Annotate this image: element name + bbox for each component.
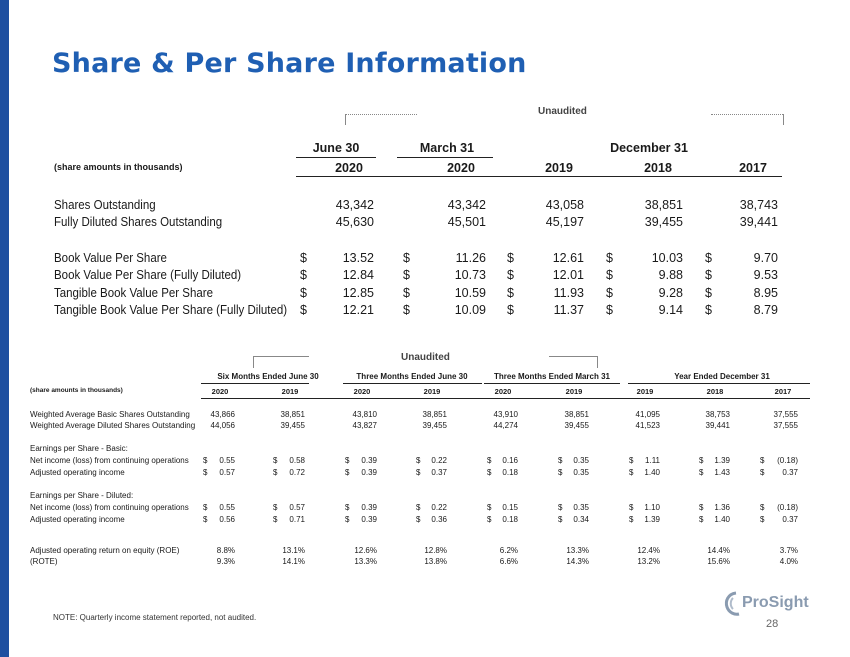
value-cell: 0.37 — [782, 468, 798, 477]
dollar-sign: $ — [760, 503, 765, 512]
table2-row — [30, 514, 820, 525]
value-cell: 12.85 — [342, 286, 374, 300]
page-number: 28 — [766, 618, 779, 630]
table1-year-header: 2019 — [545, 161, 573, 175]
prosight-logo — [722, 589, 817, 619]
table2-group-header: Six Months Ended June 30 — [217, 372, 319, 381]
value-cell: 0.35 — [573, 468, 589, 477]
dollar-sign: $ — [273, 456, 278, 465]
dollar-sign: $ — [606, 251, 613, 265]
row-label: Adjusted operating income — [30, 515, 125, 524]
dollar-sign: $ — [629, 503, 634, 512]
dollar-sign: $ — [403, 251, 410, 265]
row-label: Book Value Per Share — [54, 251, 167, 265]
value-cell: 13.3% — [566, 546, 589, 555]
dollar-sign: $ — [507, 286, 514, 300]
table2-units-note: (share amounts in thousands) — [30, 387, 123, 394]
dollar-sign: $ — [705, 268, 712, 282]
dollar-sign: $ — [345, 456, 350, 465]
row-label: Tangible Book Value Per Share — [54, 286, 213, 300]
value-cell: 12.61 — [552, 251, 584, 265]
value-cell: 12.01 — [552, 268, 584, 282]
table1-row — [54, 213, 794, 231]
value-cell: 38,851 — [644, 198, 683, 212]
unaudited-bracket-left-tick — [345, 114, 346, 125]
table2-year-header: 2020 — [211, 387, 229, 396]
value-cell: 11.93 — [553, 286, 584, 300]
value-cell: 14.3% — [566, 557, 589, 566]
value-cell: 11.37 — [553, 303, 584, 317]
value-cell: 0.36 — [431, 515, 447, 524]
table1-unaudited-label: Unaudited — [538, 106, 587, 117]
table2-row — [30, 455, 820, 466]
value-cell: 0.71 — [289, 515, 305, 524]
dollar-sign: $ — [487, 515, 492, 524]
value-cell: 9.3% — [216, 557, 235, 566]
value-cell: 44,056 — [210, 421, 235, 430]
dollar-sign: $ — [699, 503, 704, 512]
value-cell: 13.3% — [354, 557, 377, 566]
value-cell: 15.6% — [707, 557, 730, 566]
value-cell: 0.58 — [289, 456, 305, 465]
value-cell: 43,058 — [545, 198, 584, 212]
footnote: NOTE: Quarterly income statement reported, not audited. — [53, 613, 257, 622]
value-cell: 9.88 — [658, 268, 683, 282]
dollar-sign: $ — [416, 456, 421, 465]
dollar-sign: $ — [606, 286, 613, 300]
row-label: Shares Outstanding — [54, 198, 156, 212]
dollar-sign: $ — [487, 456, 492, 465]
row-label: Book Value Per Share (Fully Diluted) — [54, 268, 242, 282]
table1-row — [54, 301, 794, 319]
value-cell: 1.10 — [644, 503, 660, 512]
value-cell: 11.26 — [455, 251, 486, 265]
dollar-sign: $ — [345, 515, 350, 524]
table1-row — [54, 249, 794, 267]
value-cell: 45,630 — [335, 215, 374, 229]
value-cell: 43,342 — [335, 198, 374, 212]
value-cell: 13.2% — [637, 557, 660, 566]
table2-year-header: 2020 — [353, 387, 371, 396]
dollar-sign: $ — [203, 456, 208, 465]
value-cell: 45,197 — [545, 215, 584, 229]
dollar-sign: $ — [487, 468, 492, 477]
value-cell: 12.6% — [354, 546, 377, 555]
value-cell: 0.72 — [289, 468, 305, 477]
table2-year-header: 2018 — [706, 387, 724, 396]
value-cell: 4.0% — [779, 557, 798, 566]
row-label: Weighted Average Diluted Shares Outstanding — [30, 421, 196, 430]
table2-group-underline — [484, 383, 620, 384]
value-cell: 44,274 — [493, 421, 518, 430]
table2-row — [30, 443, 820, 454]
section-heading: Earnings per Share - Basic: — [30, 444, 128, 453]
dollar-sign: $ — [300, 268, 307, 282]
dollar-sign: $ — [705, 251, 712, 265]
table2-group-underline — [201, 383, 309, 384]
years-underline — [296, 176, 782, 177]
row-label: Fully Diluted Shares Outstanding — [54, 215, 223, 229]
value-cell: 13.1% — [282, 546, 305, 555]
dollar-sign: $ — [507, 303, 514, 317]
unaudited2-bracket-left — [253, 356, 309, 357]
table2-row — [30, 545, 820, 556]
value-cell: 8.8% — [216, 546, 235, 555]
value-cell: 1.43 — [714, 468, 730, 477]
value-cell: 39,455 — [422, 421, 447, 430]
value-cell: 10.09 — [454, 303, 486, 317]
value-cell: 0.22 — [431, 456, 447, 465]
row-label: (ROTE) — [30, 557, 58, 566]
value-cell: 3.7% — [779, 546, 798, 555]
table1-units-note: (share amounts in thousands) — [54, 162, 183, 172]
table2-year-header: 2020 — [494, 387, 512, 396]
value-cell: 8.79 — [753, 303, 778, 317]
value-cell: 0.35 — [573, 456, 589, 465]
group-underline-june — [296, 157, 376, 158]
table2-group-header: Three Months Ended March 31 — [493, 372, 611, 381]
table1-group-header: June 30 — [312, 141, 360, 155]
value-cell: 0.55 — [219, 456, 235, 465]
table1-row — [54, 266, 794, 284]
dollar-sign: $ — [705, 286, 712, 300]
dollar-sign: $ — [300, 251, 307, 265]
dollar-sign: $ — [300, 303, 307, 317]
value-cell: 41,095 — [635, 410, 660, 419]
table1-year-header: 2020 — [335, 161, 363, 175]
table2-row — [30, 420, 820, 431]
unaudited2-bracket-right — [549, 356, 597, 357]
value-cell: 41,523 — [635, 421, 660, 430]
value-cell: 38,743 — [739, 198, 778, 212]
dollar-sign: $ — [416, 515, 421, 524]
value-cell: 1.36 — [714, 503, 730, 512]
dollar-sign: $ — [629, 468, 634, 477]
value-cell: 1.39 — [644, 515, 660, 524]
dollar-sign: $ — [760, 515, 765, 524]
value-cell: 0.55 — [219, 503, 235, 512]
table1-year-header: 2020 — [447, 161, 475, 175]
value-cell: (0.18) — [777, 503, 798, 512]
table1-year-header: 2017 — [739, 161, 767, 175]
table2-row — [30, 502, 820, 513]
value-cell: 0.18 — [502, 515, 518, 524]
value-cell: 9.70 — [753, 251, 778, 265]
value-cell: 39,441 — [705, 421, 730, 430]
value-cell: (0.18) — [777, 456, 798, 465]
value-cell: 10.59 — [454, 286, 486, 300]
table2-year-header: 2017 — [774, 387, 792, 396]
dollar-sign: $ — [507, 251, 514, 265]
table1-group-header: March 31 — [419, 141, 475, 155]
dollar-sign: $ — [699, 515, 704, 524]
value-cell: 12.21 — [342, 303, 374, 317]
dollar-sign: $ — [760, 468, 765, 477]
dollar-sign: $ — [558, 515, 563, 524]
section-heading: Earnings per Share - Diluted: — [30, 491, 134, 500]
dollar-sign: $ — [345, 468, 350, 477]
dollar-sign: $ — [273, 468, 278, 477]
value-cell: 14.1% — [282, 557, 305, 566]
table1-year-header: 2018 — [644, 161, 672, 175]
dollar-sign: $ — [403, 268, 410, 282]
group-underline-march — [397, 157, 493, 158]
dollar-sign: $ — [403, 303, 410, 317]
value-cell: 43,910 — [493, 410, 518, 419]
value-cell: 0.39 — [361, 515, 377, 524]
unaudited2-bracket-left-tick — [253, 356, 254, 368]
value-cell: 1.40 — [644, 468, 660, 477]
dollar-sign: $ — [487, 503, 492, 512]
value-cell: 0.16 — [502, 456, 518, 465]
dollar-sign: $ — [705, 303, 712, 317]
value-cell: 39,455 — [564, 421, 589, 430]
value-cell: 38,851 — [280, 410, 305, 419]
value-cell: 12.8% — [424, 546, 447, 555]
value-cell: 39,455 — [644, 215, 683, 229]
dollar-sign: $ — [507, 268, 514, 282]
value-cell: 1.40 — [714, 515, 730, 524]
logo-text: ProSight — [742, 594, 809, 611]
unaudited2-bracket-right-tick — [597, 356, 598, 368]
unaudited-bracket-right-tick — [783, 114, 784, 125]
dollar-sign: $ — [558, 503, 563, 512]
row-label: Tangible Book Value Per Share (Fully Diluted) — [54, 303, 288, 317]
dollar-sign: $ — [558, 456, 563, 465]
dollar-sign: $ — [416, 468, 421, 477]
table2-year-header: 2019 — [281, 387, 299, 396]
dollar-sign: $ — [273, 515, 278, 524]
table2-row — [30, 556, 820, 567]
table1-row — [54, 284, 794, 302]
dollar-sign: $ — [203, 515, 208, 524]
table2-group-header: Year Ended December 31 — [674, 372, 770, 381]
dollar-sign: $ — [273, 503, 278, 512]
value-cell: 0.15 — [502, 503, 518, 512]
value-cell: 0.37 — [431, 468, 447, 477]
dollar-sign: $ — [345, 503, 350, 512]
table2-year-header: 2019 — [565, 387, 583, 396]
table2-group-header: Three Months Ended June 30 — [356, 372, 468, 381]
value-cell: 0.18 — [502, 468, 518, 477]
value-cell: 13.52 — [342, 251, 374, 265]
value-cell: 38,851 — [564, 410, 589, 419]
dollar-sign: $ — [629, 515, 634, 524]
value-cell: 0.22 — [431, 503, 447, 512]
value-cell: 0.56 — [219, 515, 235, 524]
value-cell: 45,501 — [447, 215, 486, 229]
value-cell: 38,851 — [422, 410, 447, 419]
value-cell: 37,555 — [773, 410, 798, 419]
value-cell: 9.53 — [753, 268, 778, 282]
table2-year-header: 2019 — [423, 387, 441, 396]
dollar-sign: $ — [416, 503, 421, 512]
value-cell: 39,455 — [280, 421, 305, 430]
value-cell: 14.4% — [707, 546, 730, 555]
value-cell: 37,555 — [773, 421, 798, 430]
unaudited-bracket-left — [345, 114, 417, 115]
value-cell: 39,441 — [739, 215, 778, 229]
value-cell: 12.4% — [637, 546, 660, 555]
row-label: Net income (loss) from continuing operations — [30, 456, 189, 465]
table1-group-header: December 31 — [610, 141, 688, 155]
dollar-sign: $ — [300, 286, 307, 300]
table1-row — [54, 196, 794, 214]
value-cell: 0.37 — [782, 515, 798, 524]
unaudited-bracket-right — [711, 114, 783, 115]
dollar-sign: $ — [606, 268, 613, 282]
value-cell: 9.28 — [658, 286, 683, 300]
table2-year-header: 2019 — [636, 387, 654, 396]
value-cell: 0.39 — [361, 456, 377, 465]
table2-row — [30, 409, 820, 420]
value-cell: 12.84 — [342, 268, 374, 282]
table2-group-underline — [628, 383, 810, 384]
table2-row — [30, 467, 820, 478]
value-cell: 43,810 — [352, 410, 377, 419]
dollar-sign: $ — [699, 468, 704, 477]
value-cell: 0.39 — [361, 503, 377, 512]
dollar-sign: $ — [629, 456, 634, 465]
table2-group-underline — [343, 383, 482, 384]
page-title: Share & Per Share Information — [52, 48, 527, 79]
value-cell: 43,827 — [352, 421, 377, 430]
table2-years-underline — [201, 398, 810, 399]
value-cell: 9.14 — [658, 303, 683, 317]
left-accent-bar — [0, 0, 9, 657]
value-cell: 38,753 — [705, 410, 730, 419]
dollar-sign: $ — [558, 468, 563, 477]
value-cell: 0.35 — [573, 503, 589, 512]
value-cell: 6.6% — [499, 557, 518, 566]
value-cell: 13.8% — [424, 557, 447, 566]
value-cell: 8.95 — [753, 286, 778, 300]
value-cell: 1.11 — [645, 456, 660, 465]
value-cell: 1.39 — [714, 456, 730, 465]
table2-row — [30, 490, 820, 501]
value-cell: 10.03 — [651, 251, 683, 265]
value-cell: 10.73 — [454, 268, 486, 282]
dollar-sign: $ — [606, 303, 613, 317]
value-cell: 6.2% — [499, 546, 518, 555]
dollar-sign: $ — [760, 456, 765, 465]
value-cell: 43,342 — [447, 198, 486, 212]
value-cell: 0.34 — [573, 515, 589, 524]
value-cell: 0.57 — [289, 503, 305, 512]
row-label: Net income (loss) from continuing operations — [30, 503, 189, 512]
dollar-sign: $ — [403, 286, 410, 300]
row-label: Adjusted operating return on equity (ROE) — [30, 546, 180, 555]
value-cell: 43,866 — [210, 410, 235, 419]
dollar-sign: $ — [699, 456, 704, 465]
row-label: Adjusted operating income — [30, 468, 125, 477]
value-cell: 0.39 — [361, 468, 377, 477]
row-label: Weighted Average Basic Shares Outstanding — [30, 410, 190, 419]
dollar-sign: $ — [203, 503, 208, 512]
dollar-sign: $ — [203, 468, 208, 477]
value-cell: 0.57 — [219, 468, 235, 477]
table2-unaudited-label: Unaudited — [401, 352, 450, 363]
